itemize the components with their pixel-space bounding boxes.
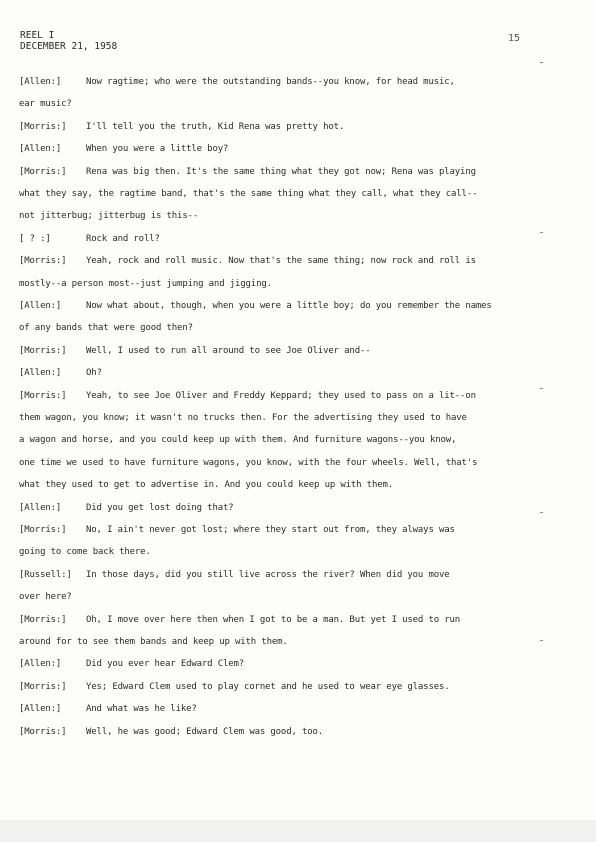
transcript-line: Did you ever hear Edward Clem? xyxy=(86,659,245,669)
margin-mark xyxy=(540,512,543,513)
speaker-label: [Allen:] xyxy=(19,301,62,311)
speaker-label: [Allen:] xyxy=(19,77,62,87)
transcript-line: Oh, I move over here then when I got to be a man. But yet I used to run xyxy=(86,615,461,625)
margin-mark xyxy=(540,640,543,641)
transcript-line: Rena was big then. It's the same thing what they got now; Rena was playing xyxy=(86,167,476,177)
transcript-line: And what was he like? xyxy=(86,704,197,714)
speaker-label: [Allen:] xyxy=(19,704,62,714)
transcript-line: Well, I used to run all around to see Joe Oliver and-- xyxy=(86,346,371,356)
transcript-continuation-line: what they used to get to advertise in. And you could keep up with them. xyxy=(19,480,394,490)
speaker-label: [Allen:] xyxy=(19,368,62,378)
speaker-label: [Morris:] xyxy=(19,346,67,356)
transcript-line: Now what about, though, when you were a little boy; do you remember the names xyxy=(86,301,492,311)
transcript-continuation-line: ear music? xyxy=(19,99,72,109)
speaker-label: [Morris:] xyxy=(19,167,67,177)
margin-mark xyxy=(540,232,543,233)
header-date: DECEMBER 21, 1958 xyxy=(20,41,118,52)
speaker-label: [Morris:] xyxy=(19,615,67,625)
transcript-line: I'll tell you the truth, Kid Rena was pretty hot. xyxy=(86,122,345,132)
speaker-label: [Allen:] xyxy=(19,144,62,154)
scan-bottom-edge xyxy=(0,820,596,842)
speaker-label: [Morris:] xyxy=(19,256,67,266)
transcript-continuation-line: over here? xyxy=(19,592,72,602)
transcript-continuation-line: around for to see them bands and keep up with them. xyxy=(19,637,288,647)
transcript-continuation-line: a wagon and horse, and you could keep up with them. And furniture wagons--you know, xyxy=(19,435,457,445)
transcript-continuation-line: of any bands that were good then? xyxy=(19,323,193,333)
margin-mark xyxy=(540,62,543,63)
transcript-continuation-line: what they say, the ragtime band, that's the same thing what they call, what they call-- xyxy=(19,189,478,199)
transcript-line: When you were a little boy? xyxy=(86,144,229,154)
speaker-label: [Morris:] xyxy=(19,525,67,535)
transcript-continuation-line: not jitterbug; jitterbug is this-- xyxy=(19,211,199,221)
transcript-line: Yeah, to see Joe Oliver and Freddy Keppard; they used to pass on a lit--on xyxy=(86,391,476,401)
margin-mark xyxy=(540,388,543,389)
transcript-line: No, I ain't never got lost; where they start out from, they always was xyxy=(86,525,455,535)
speaker-label: [ ? :] xyxy=(19,234,51,244)
transcript-line: Oh? xyxy=(86,368,102,378)
transcript-line: Yes; Edward Clem used to play cornet and he used to wear eye glasses. xyxy=(86,682,450,692)
speaker-label: [Morris:] xyxy=(19,122,67,132)
transcript-line: Yeah, rock and roll music. Now that's the same thing; now rock and roll is xyxy=(86,256,476,266)
transcript-line: Rock and roll? xyxy=(86,234,160,244)
reel-label: REEL I xyxy=(20,30,55,41)
transcript-continuation-line: one time we used to have furniture wagons, you know, with the four wheels. Well, that's xyxy=(19,458,478,468)
speaker-label: [Morris:] xyxy=(19,727,67,737)
speaker-label: [Morris:] xyxy=(19,682,67,692)
transcript-line: Now ragtime; who were the outstanding bands--you know, for head music, xyxy=(86,77,455,87)
speaker-label: [Morris:] xyxy=(19,391,67,401)
transcript-continuation-line: mostly--a person most--just jumping and jigging. xyxy=(19,279,272,289)
speaker-label: [Allen:] xyxy=(19,659,62,669)
transcript-line: In those days, did you still live across the river? When did you move xyxy=(86,570,450,580)
page-number: 15 xyxy=(508,33,521,44)
transcript-continuation-line: going to come back there. xyxy=(19,547,151,557)
transcript-continuation-line: them wagon, you know; it wasn't no trucks then. For the advertising they used to have xyxy=(19,413,467,423)
speaker-label: [Allen:] xyxy=(19,503,62,513)
speaker-label: [Russell:] xyxy=(19,570,72,580)
transcript-line: Did you get lost doing that? xyxy=(86,503,234,513)
transcript-line: Well, he was good; Edward Clem was good, too. xyxy=(86,727,324,737)
